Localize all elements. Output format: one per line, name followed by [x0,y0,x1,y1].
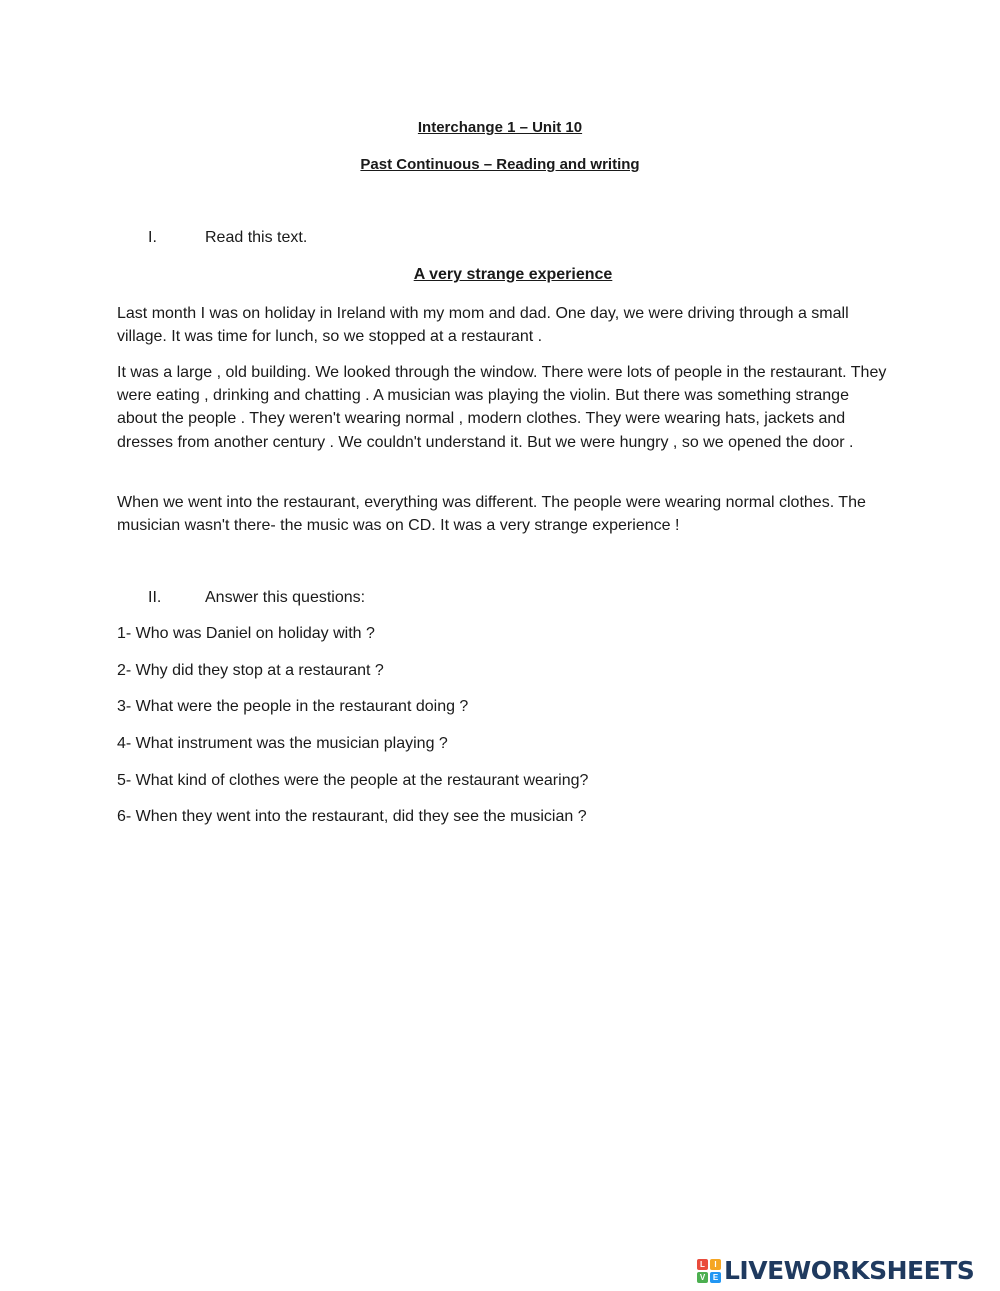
logo-letter-e: E [710,1272,721,1283]
reading-title: A very strange experience [413,266,613,283]
question-3: 3- What were the people in the restaurant doing ? [117,698,469,715]
section-1-number: I. [148,229,157,246]
section-2-heading [148,589,365,607]
question-6: 6- When they went into the restaurant, did they see the musician ? [117,808,587,825]
liveworksheets-logo [697,1256,974,1286]
section-1-instruction: Read this text. [205,229,308,246]
liveworksheets-logo-text: LIVEWORKSHEETS [724,1256,975,1285]
question-5: 5- What kind of clothes were the people at the restaurant wearing? [117,772,589,789]
reading-paragraph-3: When we went into the restaurant, everything was different. The people were wearing normal clothes. The musician wasn't there- the music was on CD. It was a very strange experience ! [117,494,866,535]
worksheet-title: Interchange 1 – Unit 10 [417,119,583,136]
reading-paragraph-1: Last month I was on holiday in Ireland with my mom and dad. One day, we were driving through a small village. It was time for lunch, so we stopped at a restaurant . [117,305,849,346]
question-4: 4- What instrument was the musician playing ? [117,735,448,752]
logo-letter-i: I [710,1259,721,1270]
worksheet-subtitle: Past Continuous – Reading and writing [360,156,640,173]
question-1: 1- Who was Daniel on holiday with ? [117,625,375,642]
section-2-instruction: Answer this questions: [205,589,366,606]
section-1-heading [148,229,307,247]
section-2-number: II. [148,589,162,606]
logo-letter-v: V [697,1272,708,1283]
question-2: 2- Why did they stop at a restaurant ? [117,662,384,679]
reading-paragraph-2: It was a large , old building. We looked through the window. There were lots of people in the restaurant. They were eating , drinking and chatting . A musician was playing the violin. But there was something strange about the people . They weren't wearing normal , modern clothes. They were wearing hats, jackets and dresses from another century . We couldn't understand it. But we were hungry , so we opened the door . [117,364,887,451]
logo-letter-l: L [697,1259,708,1270]
liveworksheets-logo-icon [697,1259,721,1283]
